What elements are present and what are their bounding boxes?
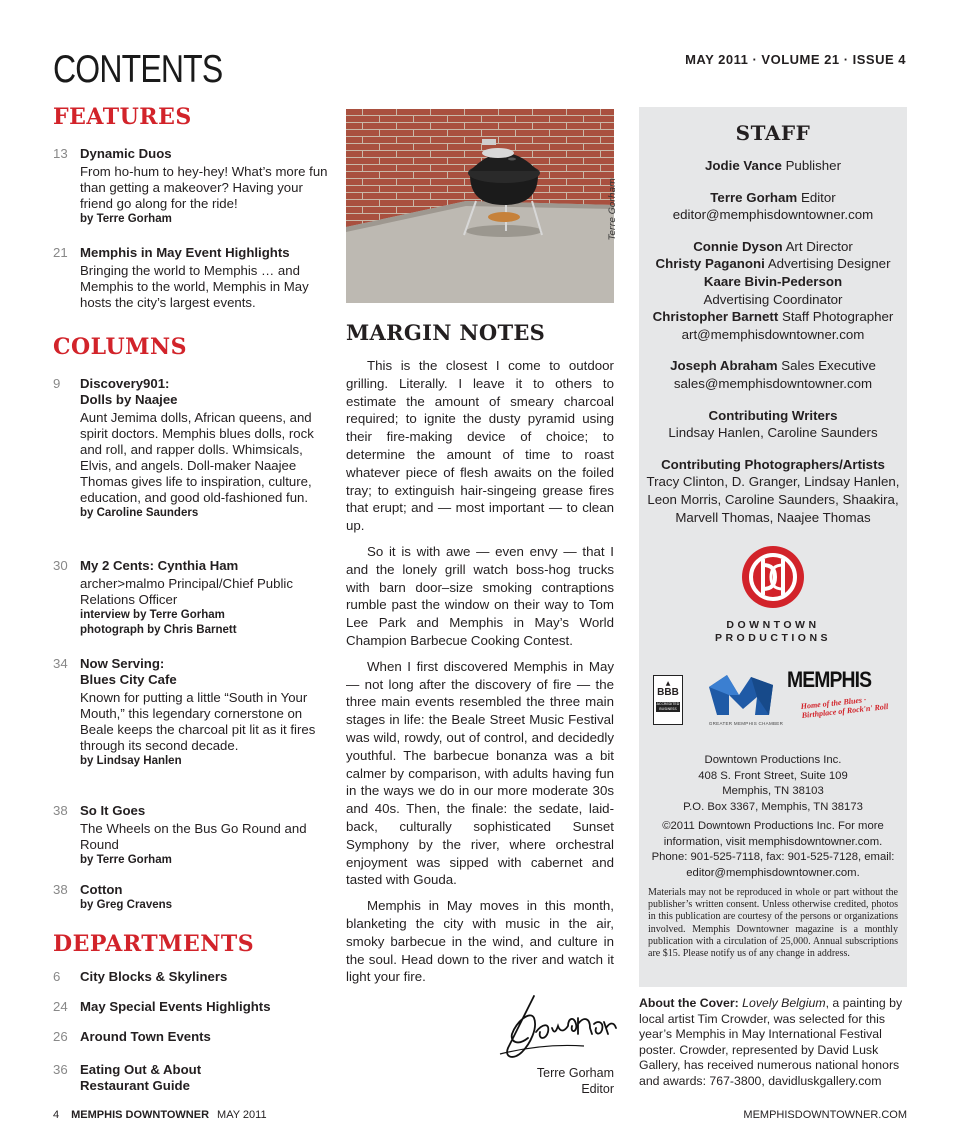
toc-entry[interactable] [53, 1029, 328, 1045]
page-number: 36 [53, 1062, 68, 1077]
footer-publication: MEMPHIS DOWNTOWNER [71, 1109, 210, 1121]
paragraph: Memphis in May moves in this month, blanketing the city with music in the air, smoky barbecue in the wind, and culture in the soul. Head down to the river and watch it light your fire. [346, 898, 614, 985]
chamber-m-icon [699, 669, 793, 717]
copyright-notice: ©2011 Downtown Productions Inc. For more information, visit memphisdowntowner.com. Phone: 901-525-7118, fax: 901-525-7128, email: editor@memphisdowntowner.com. [651, 820, 895, 879]
grill-photo-illustration [346, 109, 614, 303]
entry-description: Aunt Jemima dolls, African queens, and spirit doctors. Memphis blues dolls, rock and roll, and rapper dolls. Whimsicals, Elvis, and angels. Doll-maker Naajee Thomas gives life to inspiration, culture, education, and good old-fashioned fun. [80, 410, 314, 505]
toc-entry[interactable] [53, 999, 328, 1015]
staff-email[interactable]: art@memphisdowntowner.com [681, 326, 865, 342]
page-number: 30 [53, 558, 68, 573]
entry-description: From ho-hum to hey-hey! What’s more fun than getting a makeover? Having your friend go along for the ride! [80, 164, 328, 211]
staff-name: Terre Gorham [710, 189, 798, 205]
writers-label: Contributing Writers [708, 407, 838, 423]
entry-description: Known for putting a little “South in Your Mouth,” this legendary cornerstone on Beale keeps the charcoal pit lit as it fires through its second decade. [80, 690, 316, 753]
entry-title: So It Goes [80, 803, 146, 818]
staff-name: Connie Dyson [693, 238, 783, 254]
cover-text: , a painting by local artist Tim Crowder, was selected for this year’s Memphis in May International Festival poster. Crowder, represented by David Lusk Gallery, has received numerous national honors and awards: 767-3800, davidluskgallery.com [639, 996, 903, 1088]
staff-email[interactable]: sales@memphisdowntowner.com [673, 375, 873, 391]
staff-heading: STAFF [735, 121, 811, 145]
entry-description: archer>malmo Principal/Chief Public Relations Officer [80, 576, 293, 607]
bbb-subtext: ACCREDITED BUSINESS [656, 702, 680, 711]
staff-email[interactable]: editor@memphisdowntowner.com [672, 207, 874, 223]
entry-title: Now Serving: Blues City Cafe [80, 656, 177, 687]
publisher-address [639, 753, 907, 815]
address-line: Downtown Productions Inc. [704, 754, 842, 766]
toc-entry[interactable] [53, 376, 328, 521]
bbb-logo [653, 675, 683, 725]
footer-website[interactable]: MEMPHISDOWNTOWNER.COM [743, 1109, 907, 1121]
entry-byline: by Terre Gorham [80, 213, 172, 225]
editor-name: Terre Gorham [536, 1066, 614, 1080]
entry-description: Bringing the world to Memphis … and Memphis to the world, Memphis in May hosts the city’s largest events. [80, 263, 309, 310]
toc-entry[interactable] [53, 245, 328, 311]
entry-byline: by Lindsay Hanlen [80, 755, 182, 767]
wordmark-line: PRODUCTIONS [714, 632, 832, 644]
staff-list [639, 157, 907, 540]
editor-role: Editor [581, 1082, 614, 1096]
features-heading: FEATURES [53, 104, 192, 130]
page-number: 9 [53, 376, 61, 391]
entry-title: My 2 Cents: Cynthia Ham [80, 558, 239, 573]
page-number: 24 [53, 999, 68, 1014]
entry-byline: by Greg Cravens [80, 899, 173, 911]
page-number: 21 [53, 245, 68, 260]
issue-info: MAY 2011 · VOLUME 21 · ISSUE 4 [685, 52, 906, 67]
entry-title: Dynamic Duos [80, 146, 172, 161]
footer-left [53, 1109, 267, 1121]
staff-role: Staff Photographer [781, 309, 894, 325]
paragraph: This is the closest I come to outdoor grilling. Literally. I leave it to others to estimate the amount of smeary charcoal required; to ignite the dusty pyramid using their fire-making device of choice; to determine the amount of time to roast whatever piece of flesh awaits on the foiled tray; to extinguish hair-singeing grease fires that erupt; and — most important — to clean up. [346, 358, 614, 534]
entry-photo-credit: photograph by Chris Barnett [80, 624, 237, 636]
staff-box [639, 107, 907, 987]
photographers-list: Tracy Clinton, D. Granger, Lindsay Hanlen, Leon Morris, Caroline Saunders, Shaakira, Marvell Thomas, Naajee Thomas [646, 474, 900, 525]
cover-painting-title: Lovely Belgium [742, 996, 826, 1010]
grill-photo [346, 109, 614, 303]
bbb-torch-icon: ▲ [665, 680, 671, 687]
staff-role: Sales Executive [781, 358, 876, 374]
toc-entry[interactable] [53, 969, 328, 985]
about-the-cover [639, 996, 907, 1090]
toc-entry[interactable] [53, 656, 328, 769]
footer-page-number: 4 [53, 1109, 60, 1121]
staff-role: Editor [800, 189, 836, 205]
page-number: 38 [53, 803, 68, 818]
toc-entry[interactable] [53, 1062, 328, 1094]
page-number: 6 [53, 969, 61, 984]
entry-byline: by Terre Gorham [80, 854, 172, 866]
photo-credit: Terre Gorham [608, 178, 618, 240]
toc-entry[interactable] [53, 146, 328, 227]
memphis-logo [787, 667, 903, 733]
chamber-text: GREATER MEMPHIS CHAMBER [708, 721, 784, 726]
staff-name: Jodie Vance [704, 158, 782, 173]
address-line: P.O. Box 3367, Memphis, TN 38173 [683, 800, 863, 813]
departments-heading: DEPARTMENTS [53, 931, 255, 957]
entry-title: Cotton [80, 882, 123, 897]
entry-title: Memphis in May Event Highlights [80, 245, 290, 260]
staff-name: Joseph Abraham [670, 358, 778, 374]
downtown-productions-wordmark [639, 619, 907, 645]
entry-title: Discovery901: Dolls by Naajee [80, 376, 178, 407]
staff-role: Advertising Designer [767, 256, 891, 272]
entry-title: Eating Out & About Restaurant Guide [80, 1062, 202, 1093]
downtown-productions-logo-icon [741, 545, 805, 609]
entry-description: The Wheels on the Bus Go Round and Round [80, 821, 307, 852]
paragraph: When I first discovered Memphis in May — not long after the discovery of fire — the three main events resembled the three main stages in life: the Beale Street Music Festival was wild, rowdy, out of control, and decidedly youthful. The barbecue bonanza was a bit calmer by comparison, with adults having fun in the ways we do in our more moderate 30s and 40s. Then, the finale: the sedate, laid-back, culturally sophisticated Sunset Symphony by the river, where orchestral enjoyment was sipped with cabernet and tasted with Gouda. [346, 658, 614, 888]
writers-list: Lindsay Hanlen, Caroline Saunders [668, 425, 878, 441]
page-title: CONTENTS [53, 48, 223, 91]
staff-role: Art Director [785, 238, 853, 254]
staff-name: Christy Paganoni [655, 256, 765, 272]
entry-byline: by Caroline Saunders [80, 507, 199, 519]
toc-entry[interactable] [53, 558, 328, 638]
entry-title: May Special Events Highlights [80, 999, 271, 1014]
entry-title: Around Town Events [80, 1029, 211, 1044]
toc-entry[interactable] [53, 882, 328, 913]
memphis-tagline: Home of the Blues · Birthplace of Rock'n' Roll [800, 695, 889, 720]
address-line: 408 S. Front Street, Suite 109 [698, 769, 848, 782]
bbb-text: BBB [657, 687, 679, 698]
toc-entry[interactable] [53, 803, 328, 868]
columns-heading: COLUMNS [53, 334, 187, 360]
chamber-logo [699, 669, 793, 729]
page-number: 38 [53, 882, 68, 897]
staff-role: Advertising Coordinator [703, 291, 843, 307]
fine-print: Materials may not be reproduced in whole or part without the publisher’s written consent. Unless otherwise credited, photos in this publication are courtesy of the persons or organizations involved. Memphis Downtowner magazine is a monthly publication with a circulation of 25,000. Annual subscriptions are $15. Please notify us of any change in address. [648, 887, 898, 960]
margin-notes-title: MARGIN NOTES [346, 320, 546, 345]
margin-notes-body [346, 357, 614, 994]
wordmark-line: DOWNTOWN [726, 619, 820, 631]
entry-title: City Blocks & Skyliners [80, 969, 228, 984]
editor-signature-block [496, 1065, 614, 1097]
page-number: 13 [53, 146, 68, 161]
page-number: 34 [53, 656, 68, 671]
memphis-wordmark: MEMPHIS [787, 667, 872, 692]
paragraph: So it is with awe — even envy — that I and the lonely grill watch boss-hog trucks with barn door–size smoking contraptions rumble past the window on their way to Tom Lee Park and Memphis in May’s World Champion Barbecue Cooking Contest. [346, 543, 614, 648]
photographers-label: Contributing Photographers/Artists [661, 456, 885, 472]
cover-label: About the Cover: [639, 996, 739, 1010]
staff-name: Kaare Bivin-Pederson [703, 273, 843, 289]
address-line: Memphis, TN 38103 [722, 785, 824, 797]
staff-name: Christopher Barnett [652, 309, 779, 325]
page-number: 26 [53, 1029, 68, 1044]
entry-byline: interview by Terre Gorham [80, 609, 225, 621]
signature-image [494, 988, 618, 1064]
staff-role: Publisher [785, 158, 841, 173]
footer-month: MAY 2011 [217, 1109, 267, 1121]
